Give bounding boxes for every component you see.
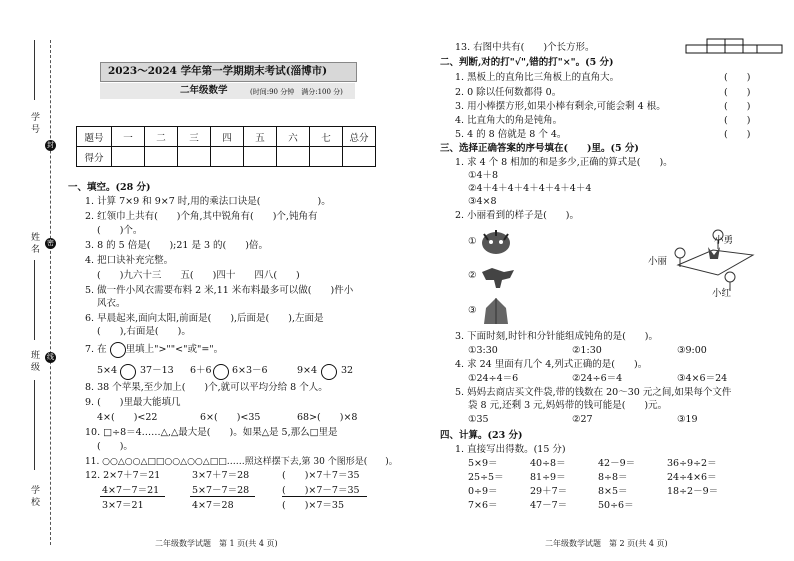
calc-item: 18÷2－9＝ bbox=[667, 486, 719, 497]
dinosaur-side-icon bbox=[478, 262, 518, 290]
compare-item-right: 6×3－6 bbox=[232, 365, 268, 376]
compare-item-right: 32 bbox=[341, 365, 354, 376]
margin-fill-line-2 bbox=[34, 260, 35, 340]
question-13: 13. 右图中共有( )个长方形。 bbox=[455, 42, 595, 53]
question-10-cont: ( )。 bbox=[97, 441, 133, 452]
score-cell: 总分 bbox=[343, 127, 376, 147]
judge-answer[interactable]: ( ) bbox=[724, 72, 751, 83]
choice-question-5: 5. 妈妈去商店买文件袋,带的钱数在 20～30 元之间,如果每个文件 bbox=[455, 387, 732, 398]
margin-label-xuehao: 学 号 bbox=[29, 112, 39, 133]
q12-cell: ( )×7－7＝35 bbox=[282, 485, 360, 496]
q12-divider bbox=[282, 496, 367, 497]
question-3: 3. 8 的 5 倍是( );21 是 3 的( )倍。 bbox=[85, 240, 268, 251]
q12-cell: ( )×7＝35 bbox=[282, 500, 345, 511]
question-5: 5. 做一件小风衣需要布料 2 米,11 米布料最多可以做( )件小 bbox=[85, 285, 354, 296]
seal-dot-feng: 封 bbox=[47, 141, 54, 149]
choice-option: ①3:30 bbox=[468, 345, 498, 356]
q12-divider bbox=[190, 496, 255, 497]
seal-dot-mi: 密 bbox=[47, 239, 54, 247]
q12-cell: 3×7＝21 bbox=[102, 500, 144, 511]
choice-option: ③4×6＝24 bbox=[677, 373, 728, 384]
question-1: 1. 计算 7×9 和 9×7 时,用的乘法口诀是( )。 bbox=[85, 196, 331, 207]
calc-item: 25÷5＝ bbox=[468, 472, 504, 483]
judge-answer[interactable]: ( ) bbox=[724, 115, 751, 126]
judge-answer[interactable]: ( ) bbox=[724, 87, 751, 98]
grade-subject: 二年级数学 bbox=[180, 85, 228, 96]
judge-answer[interactable]: ( ) bbox=[724, 129, 751, 140]
score-cell: 五 bbox=[244, 127, 277, 147]
score-table-score-row bbox=[77, 147, 376, 167]
question-11: 11. ○○△○○△□□○○△○○△□□……照这样摆下去,第 30 个图形是( )。 bbox=[85, 457, 398, 467]
margin-fill-line-1 bbox=[34, 40, 35, 100]
margin-fill-line-3 bbox=[34, 380, 35, 470]
question-5-cont: 风衣。 bbox=[97, 298, 126, 309]
calc-item: 47－7＝ bbox=[530, 500, 568, 511]
score-input-cell[interactable] bbox=[310, 147, 343, 167]
judge-item: 1. 黑板上的直角比三角板上的直角大。 bbox=[455, 72, 620, 83]
score-input-cell[interactable] bbox=[343, 147, 376, 167]
score-input-cell[interactable] bbox=[244, 147, 277, 167]
question-7: 7. 在 里填上">""<"或"="。 bbox=[85, 344, 224, 355]
section-2-heading: 二、判断,对的打"√",错的打"×"。(5 分) bbox=[440, 57, 614, 68]
calc-item: 8÷8＝ bbox=[598, 472, 628, 483]
q12-cell: 4×7＝28 bbox=[192, 500, 234, 511]
score-cell: 二 bbox=[145, 127, 178, 147]
compare-circle[interactable] bbox=[110, 342, 126, 358]
score-input-cell[interactable] bbox=[277, 147, 310, 167]
question-9: 9. ( )里最大能填几 bbox=[85, 397, 181, 408]
dinosaur-front-icon bbox=[478, 228, 514, 256]
choice-question-5-cont: 袋 8 元,还剩 3 元,妈妈带的钱可能是( )元。 bbox=[468, 400, 668, 411]
compare-item-left: 5×4 bbox=[97, 365, 118, 376]
score-input-cell[interactable] bbox=[112, 147, 145, 167]
choice-option: ③4×8 bbox=[468, 196, 497, 207]
person-label-xiaoli: 小丽 bbox=[648, 256, 668, 267]
question-2-cont: ( )个。 bbox=[97, 225, 143, 236]
compare-item-left: 9×4 bbox=[297, 365, 318, 376]
person-label-xiaohong: 小红 bbox=[712, 288, 732, 299]
question-9-item: 6×( )<35 bbox=[200, 412, 261, 423]
score-input-cell[interactable] bbox=[178, 147, 211, 167]
question-9-item: 4×( )<22 bbox=[97, 412, 158, 423]
q12-cell: 5×7－7＝28 bbox=[192, 485, 250, 496]
choice-question-4: 4. 求 24 里面有几个 4,列式正确的是( )。 bbox=[455, 359, 648, 370]
margin-label-banji: 班 级 bbox=[29, 350, 39, 371]
exam-title: 2023～2024 学年第一学期期末考试(淄博市) bbox=[108, 65, 328, 77]
question-10: 10. □÷8＝4……△,△最大是( )。如果△是 5,那么□里是 bbox=[85, 427, 338, 438]
compare-circle[interactable] bbox=[120, 364, 136, 380]
choice-option: ②4＋4＋4＋4＋4＋4＋4＋4 bbox=[468, 183, 592, 194]
score-cell: 得分 bbox=[77, 147, 112, 167]
calc-item: 42－9＝ bbox=[598, 458, 636, 469]
question-4: 4. 把口诀补充完整。 bbox=[85, 255, 174, 266]
calc-instruction: 1. 直接写出得数。(15 分) bbox=[455, 444, 566, 455]
score-input-cell[interactable] bbox=[145, 147, 178, 167]
binding-line bbox=[50, 40, 51, 545]
page-1-footer: 二年级数学试题 第 1 页(共 4 页) bbox=[155, 539, 278, 548]
section-4-heading: 四、计算。(23 分) bbox=[440, 430, 523, 441]
calc-item: 40÷8＝ bbox=[530, 458, 566, 469]
choice-option: ②1:30 bbox=[572, 345, 602, 356]
choice-question-3: 3. 下面时刻,时针和分针能组成钝角的是( )。 bbox=[455, 331, 659, 342]
compare-circle[interactable] bbox=[213, 364, 229, 380]
score-cell: 三 bbox=[178, 127, 211, 147]
question-6: 6. 早晨起来,面向太阳,前面是( ),后面是( ),左面是 bbox=[85, 313, 324, 324]
score-cell: 题号 bbox=[77, 127, 112, 147]
calc-item: 50÷6＝ bbox=[598, 500, 634, 511]
question-8: 8. 38 个苹果,至少加上( )个,就可以平均分给 8 个人。 bbox=[85, 382, 328, 393]
judge-item: 5. 4 的 8 倍就是 8 个 4。 bbox=[455, 129, 567, 140]
choice-option: ②27 bbox=[572, 414, 593, 425]
score-cell: 六 bbox=[277, 127, 310, 147]
margin-label-xuexiao: 学 校 bbox=[29, 485, 39, 506]
question-6-cont: ( ),右面是( )。 bbox=[97, 326, 191, 337]
calc-item: 5×9＝ bbox=[468, 458, 498, 469]
choice-option: ①35 bbox=[468, 414, 489, 425]
judge-item: 3. 用小棒摆方形,如果小棒有剩余,可能会剩 4 根。 bbox=[455, 101, 666, 112]
dinosaur-back-icon bbox=[478, 296, 514, 326]
viewing-scene-figure bbox=[668, 225, 758, 295]
choice-question-2: 2. 小丽看到的样子是( )。 bbox=[455, 210, 579, 221]
q12-cell: 12. 2×7＋7＝21 bbox=[85, 470, 161, 481]
person-label-xiaoyong: 小勇 bbox=[714, 235, 734, 246]
section-3-heading: 三、选择正确答案的序号填在( )里。(5 分) bbox=[440, 143, 639, 154]
q12-cell: 3×7＋7＝28 bbox=[192, 470, 250, 481]
score-cell: 四 bbox=[211, 127, 244, 147]
compare-item-right: 37－13 bbox=[140, 365, 174, 376]
question-9-item: 68>( )×8 bbox=[297, 412, 358, 423]
calc-item: 29＋7＝ bbox=[530, 486, 568, 497]
judge-answer[interactable]: ( ) bbox=[724, 101, 751, 112]
judge-item: 2. 0 除以任何数都得 0。 bbox=[455, 87, 562, 98]
calc-item: 81÷9＝ bbox=[530, 472, 566, 483]
page-2-footer: 二年级数学试题 第 2 页(共 4 页) bbox=[545, 539, 668, 548]
calc-item: 8×5＝ bbox=[598, 486, 628, 497]
compare-circle[interactable] bbox=[321, 364, 337, 380]
margin-label-xingming: 姓 名 bbox=[29, 232, 39, 253]
choice-option: ② bbox=[468, 270, 477, 281]
q12-divider bbox=[100, 496, 165, 497]
q12-cell: 4×7－7＝21 bbox=[102, 485, 160, 496]
exam-meta: (时间:90 分钟 满分:100 分) bbox=[250, 88, 343, 96]
choice-question-1: 1. 求 4 个 8 相加的和是多少,正确的算式是( )。 bbox=[455, 157, 673, 168]
question-2: 2. 红领巾上共有( )个角,其中锐角有( )个,钝角有 bbox=[85, 211, 318, 222]
score-cell: 七 bbox=[310, 127, 343, 147]
calc-item: 24÷4×6＝ bbox=[667, 472, 717, 483]
choice-option: ②24÷6＝4 bbox=[572, 373, 623, 384]
section-1-heading: 一、填空。(28 分) bbox=[68, 182, 151, 193]
rectangles-figure bbox=[685, 38, 785, 54]
choice-option: ①24÷4＝6 bbox=[468, 373, 519, 384]
score-input-cell[interactable] bbox=[211, 147, 244, 167]
choice-option: ①4＋8 bbox=[468, 170, 499, 181]
choice-option: ③19 bbox=[677, 414, 698, 425]
choice-option: ① bbox=[468, 236, 477, 247]
question-4-items: ( )九六十三 五( )四十 四八( ) bbox=[97, 270, 300, 281]
choice-option: ③9:00 bbox=[677, 345, 707, 356]
compare-item-left: 6＋6 bbox=[190, 365, 212, 376]
calc-item: 7×6＝ bbox=[468, 500, 498, 511]
judge-item: 4. 比直角大的角是钝角。 bbox=[455, 115, 563, 126]
calc-item: 0÷9＝ bbox=[468, 486, 498, 497]
seal-dot-xian: 线 bbox=[47, 353, 54, 361]
q12-cell: ( )×7＋7＝35 bbox=[282, 470, 360, 481]
score-table-header-row bbox=[77, 127, 376, 147]
score-cell: 一 bbox=[112, 127, 145, 147]
choice-option: ③ bbox=[468, 305, 477, 316]
calc-item: 36÷9÷2＝ bbox=[667, 458, 717, 469]
score-table bbox=[76, 126, 376, 167]
